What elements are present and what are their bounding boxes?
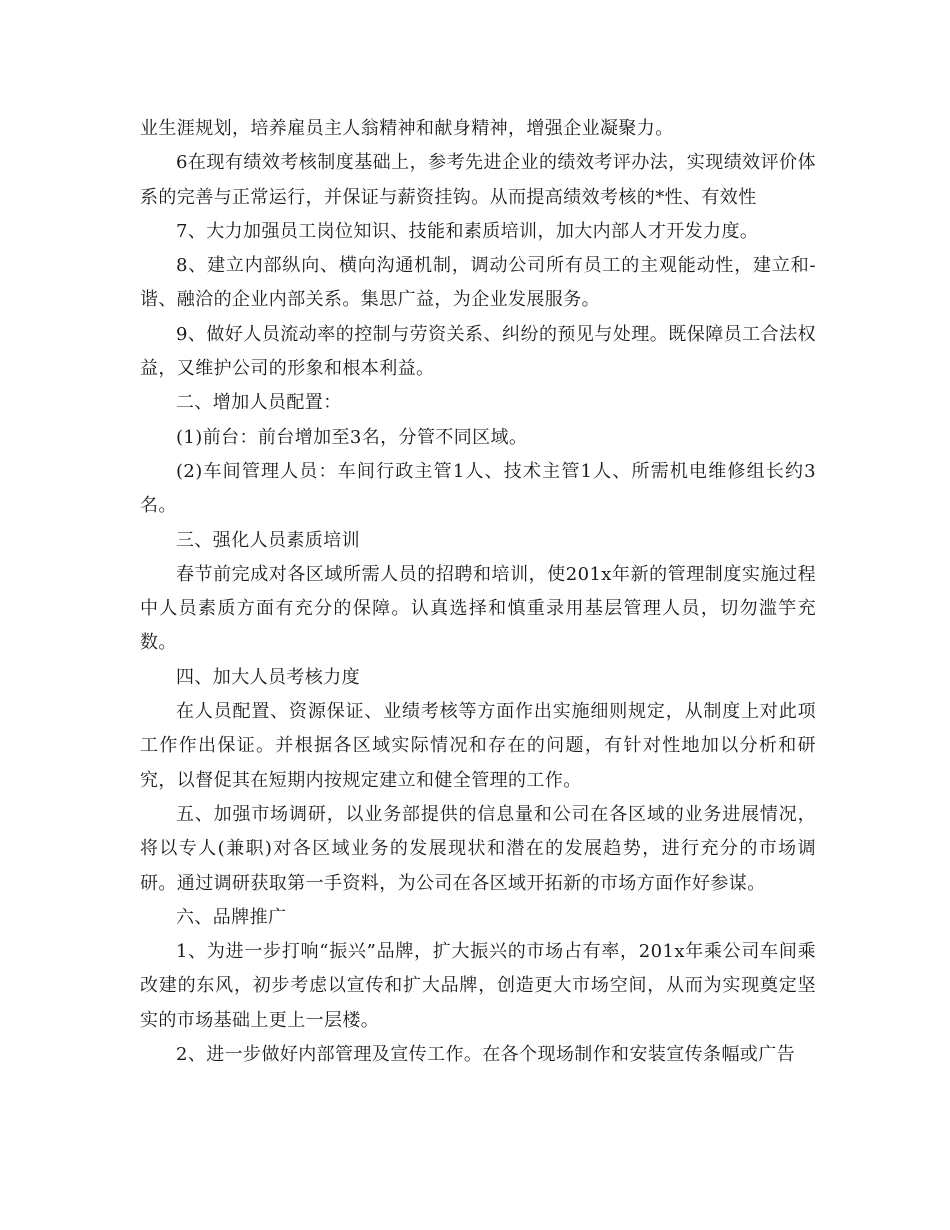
paragraph-workshop-managers: (2)车间管理人员：车间行政主管1人、技术主管1人、所需机电维修组长约3名。 — [140, 460, 816, 517]
paragraph-front-desk: (1)前台：前台增加至3名，分管不同区域。 — [176, 426, 528, 448]
paragraph-market-research: 五、加强市场调研，以业务部提供的信息量和公司在各区域的业务进展情况，将以专人(兼职)对各区域业务的发展现状和潜在的发展趋势，进行充分的市场调研。通过调研获取第一手资料，为公司在各区域开拓新的市场方面作好参谋。 — [140, 803, 816, 894]
paragraph-item-6: 6在现有绩效考核制度基础上，参考先进企业的绩效考评办法，实现绩效评价体系的完善与正常运行，并保证与薪资挂钩。从而提高绩效考核的*性、有效性 — [140, 152, 816, 208]
document-body — [140, 112, 816, 1072]
paragraph-branding-2: 2、进一步做好内部管理及宣传工作。在各个现场制作和安装宣传条幅或广告 — [176, 1044, 796, 1066]
paragraph-item-9: 9、做好人员流动率的控制与劳资关系、纠纷的预见与处理。既保障员工合法权益，又维护公司的形象和根本利益。 — [140, 323, 816, 380]
section-heading-branding: 六、品牌推广 — [176, 906, 287, 928]
section-heading-assessment: 四、加大人员考核力度 — [176, 666, 360, 688]
section-heading-staffing: 二、增加人员配置： — [176, 392, 342, 414]
paragraph-item-7: 7、大力加强员工岗位知识、技能和素质培训，加大内部人才开发力度。 — [176, 220, 759, 242]
paragraph-continuation: 业生涯规划，培养雇员主人翁精神和献身精神，增强企业凝聚力。 — [140, 118, 674, 139]
section-heading-training: 三、强化人员素质培训 — [176, 529, 360, 551]
paragraph-training: 春节前完成对各区域所需人员的招聘和培训，使201x年新的管理制度实施过程中人员素质方面有充分的保障。认真选择和慎重录用基层管理人员，切勿滥竽充数。 — [140, 563, 816, 654]
paragraph-branding-1: 1、为进一步打响“振兴”品牌，扩大振兴的市场占有率，201x年乘公司车间乘改建的东风，初步考虑以宣传和扩大品牌，创造更大市场空间，从而为实现奠定坚实的市场基础上更上一层楼。 — [140, 941, 816, 1031]
paragraph-item-8: 8、建立内部纵向、横向沟通机制，调动公司所有员工的主观能动性，建立和-谐、融洽的企业内部关系。集思广益，为企业发展服务。 — [140, 255, 816, 311]
paragraph-assessment: 在人员配置、资源保证、业绩考核等方面作出实施细则规定，从制度上对此项工作作出保证。并根据各区域实际情况和存在的问题，有针对性地加以分析和研究，以督促其在短期内按规定建立和健全管理的工作。 — [140, 701, 816, 791]
